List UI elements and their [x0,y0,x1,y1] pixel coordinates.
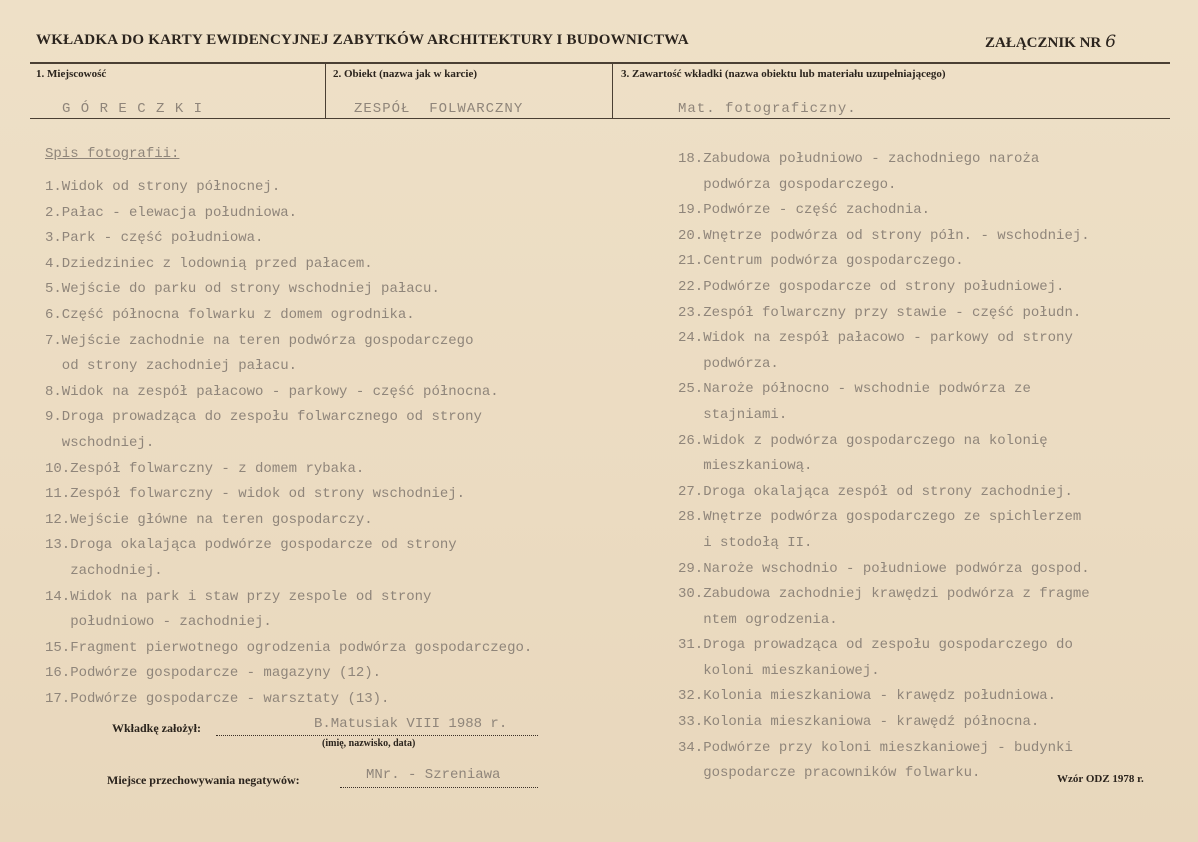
list-item: 5.Wejście do parku od strony wschodniej pałacu. [45,281,440,298]
created-by-value: B.Matusiak VIII 1988 r. [314,716,508,732]
object-label: 2. Obiekt (nazwa jak w karcie) [333,68,478,80]
negatives-line [340,787,538,788]
locality-label: 1. Miejscowość [36,68,107,80]
photo-list-left [45,175,532,712]
list-item: podwórza gospodarczego. [678,176,897,193]
list-item: 26.Widok z podwórza gospodarczego na kolonię [678,432,1048,449]
list-item: 30.Zabudowa zachodniej krawędzi podwórza z fragme [678,586,1090,603]
list-item: 27.Droga okalająca zespół od strony zachodniej. [678,483,1073,500]
annex-label: ZAŁĄCZNIK NR [985,35,1102,51]
list-item: 4.Dziedziniec z lodownią przed pałacem. [45,255,373,272]
list-item: 29.Naroże wschodnio - południowe podwórza gospod. [678,560,1090,577]
list-item: od strony zachodniej pałacu. [45,358,298,375]
list-item: koloni mieszkaniowej. [678,662,880,679]
list-item: 28.Wnętrze podwórza gospodarczego ze spichlerzem [678,509,1082,526]
list-item: 12.Wejście główne na teren gospodarczy. [45,511,373,528]
list-item: 34.Podwórze przy koloni mieszkaniowej - budynki [678,739,1073,756]
list-item: 24.Widok na zespół pałacowo - parkowy od strony [678,330,1073,347]
list-item: i stodołą II. [678,534,813,551]
list-item: 10.Zespół folwarczny - z domem rybaka. [45,460,365,477]
annex-number [985,32,1116,52]
list-item: 17.Podwórze gospodarcze - warsztaty (13). [45,690,390,707]
list-item: 8.Widok na zespół pałacowo - parkowy - część północna. [45,383,499,400]
object-value: ZESPÓŁ FOLWARCZNY [354,101,524,117]
list-item: 22.Podwórze gospodarcze od strony południowej. [678,278,1065,295]
list-item: 14.Widok na park i staw przy zespole od strony [45,588,432,605]
list-item: 3.Park - część południowa. [45,230,264,247]
created-by-line [216,735,538,736]
list-item: 1.Widok od strony północnej. [45,179,281,195]
list-heading: Spis fotografii: [45,146,180,162]
created-by-label: Wkładkę założył: [112,721,201,735]
field-divider [612,62,613,118]
list-item: stajniami. [678,406,788,423]
list-item: 9.Droga prowadząca do zespołu folwarcznego od strony [45,409,482,426]
negatives-value: MNr. - Szreniawa [366,767,501,783]
field-divider [325,62,326,118]
list-item: ntem ogrodzenia. [678,611,838,628]
fields-rule [30,118,1170,119]
photo-list-right [678,147,1090,787]
form-model: Wzór ODZ 1978 r. [1057,773,1144,785]
list-item: mieszkaniową. [678,458,813,475]
list-item: 19.Podwórze - część zachodnia. [678,202,931,219]
list-item: 23.Zespół folwarczny przy stawie - część połudn. [678,304,1082,321]
annex-value: 6 [1105,32,1117,52]
list-item: 20.Wnętrze podwórza od strony półn. - wschodniej. [678,227,1090,244]
list-item: 7.Wejście zachodnie na teren podwórza gospodarczego [45,332,474,349]
list-item: 32.Kolonia mieszkaniowa - krawędz południowa. [678,688,1057,705]
list-item: 6.Część północna folwarku z domem ogrodnika. [45,306,415,323]
list-item: południowo - zachodniej. [45,614,272,631]
list-item: 33.Kolonia mieszkaniowa - krawędź północna. [678,714,1040,731]
card-title: WKŁADKA DO KARTY EWIDENCYJNEJ ZABYTKÓW ARCHITEKTURY I BUDOWNICTWA [36,32,689,48]
list-item: zachodniej. [45,562,163,579]
list-item: 11.Zespół folwarczny - widok od strony wschodniej. [45,486,466,503]
list-item: 18.Zabudowa południowo - zachodniego naroża [678,151,1040,167]
list-item: 21.Centrum podwórza gospodarczego. [678,253,964,270]
list-item: 16.Podwórze gospodarcze - magazyny (12). [45,665,382,682]
header-rule [30,62,1170,64]
list-item: gospodarcze pracowników folwarku. [678,765,981,782]
list-item: 15.Fragment pierwotnego ogrodzenia podwórza gospodarczego. [45,639,533,656]
list-item: 31.Droga prowadząca od zespołu gospodarczego do [678,637,1073,654]
created-by-caption: (imię, nazwisko, data) [322,738,416,749]
list-item: 2.Pałac - elewacja południowa. [45,204,298,221]
content-value: Mat. fotograficzny. [678,101,857,117]
list-item: wschodniej. [45,434,155,451]
locality-value: G Ó R E C Z K I [62,101,204,117]
list-item: 25.Naroże północno - wschodnie podwórza ze [678,381,1031,398]
content-label: 3. Zawartość wkładki (nazwa obiektu lub materiału uzupełniającego) [621,68,946,80]
negatives-label: Miejsce przechowywania negatywów: [107,773,300,787]
list-item: podwórza. [678,355,779,372]
list-item: 13.Droga okalająca podwórze gospodarcze od strony [45,537,457,554]
